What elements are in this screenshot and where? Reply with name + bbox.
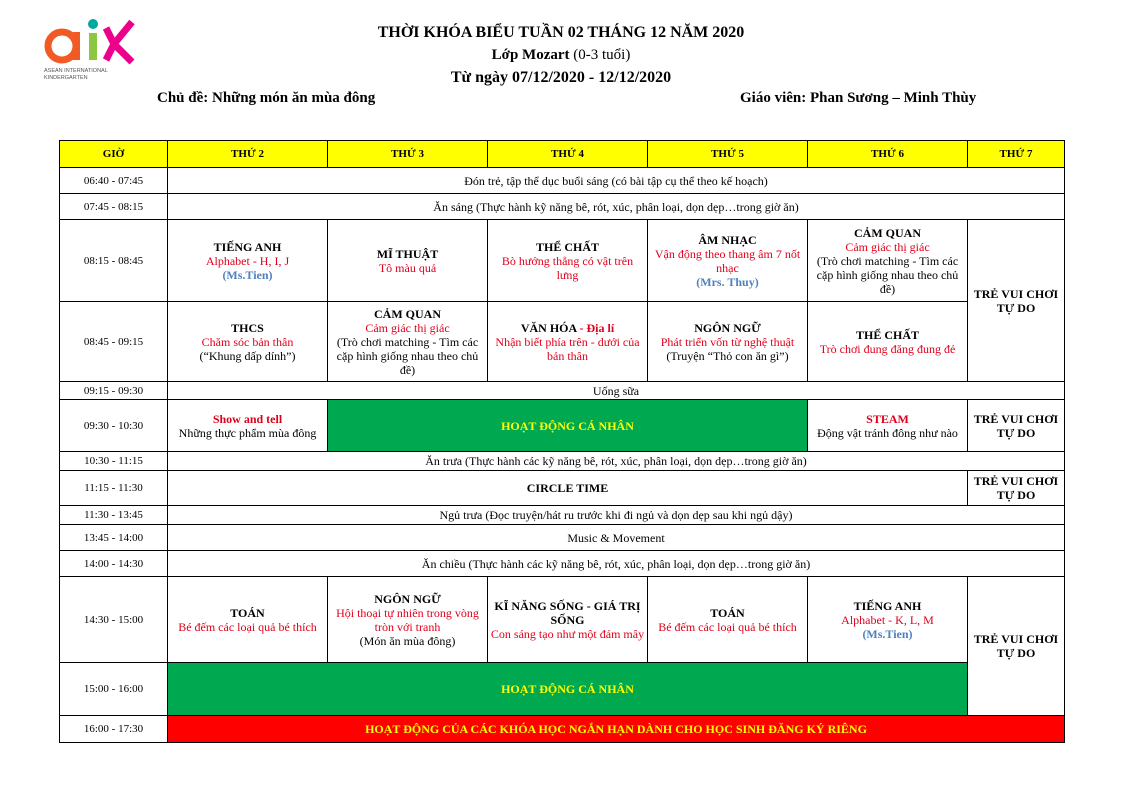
timetable — [59, 140, 1065, 743]
individual-activity-cell: HOẠT ĐỘNG CÁ NHÂN — [168, 663, 968, 716]
header-tue: THỨ 3 — [328, 141, 488, 168]
activity-detail: Nhận biết phía trên - dưới của bản thân — [495, 334, 640, 363]
activity-detail: Phát triển vốn từ nghệ thuật — [660, 334, 795, 349]
class-label — [0, 47, 1122, 64]
activity-cell — [648, 577, 808, 663]
activity-detail: Cảm giác thị giác — [845, 239, 930, 254]
activity-note: (Trò chơi matching - Tìm các cặp hình giống nhau theo chủ đề) — [336, 334, 479, 377]
header-wed: THỨ 4 — [488, 141, 648, 168]
time-cell: 11:30 - 13:45 — [60, 506, 168, 525]
table-row — [60, 471, 1065, 506]
activity-detail: Vận động theo thang âm 7 nốt nhạc — [654, 246, 801, 275]
activity-title: THỂ CHẤT — [535, 239, 599, 254]
time-cell: 07:45 - 08:15 — [60, 194, 168, 220]
free-play-cell: TRẺ VUI CHƠI TỰ DO — [968, 471, 1065, 506]
activity-detail: Chăm sóc bản thân — [201, 334, 294, 349]
activity-title: Show and tell — [212, 411, 283, 426]
activity-note: (Trò chơi matching - Tìm các cặp hình giống nhau theo chủ đề) — [816, 253, 959, 296]
activity-note: (Món ăn mùa đông) — [359, 633, 456, 648]
activity-title: MĨ THUẬT — [376, 246, 439, 261]
activity-cell — [808, 220, 968, 302]
time-cell: 13:45 - 14:00 — [60, 525, 168, 551]
table-row — [60, 194, 1065, 220]
table-row — [60, 220, 1065, 302]
logo-tagline-bottom: KINDERGARTEN — [44, 75, 88, 81]
activity-teacher: (Mrs. Thuy) — [696, 274, 759, 289]
nap-cell: Ngủ trưa (Đọc truyện/hát ru trước khi đi ngủ và dọn dẹp sau khi ngủ dậy) — [168, 506, 1065, 525]
activity-note: Động vật tránh đông như nào — [817, 425, 958, 440]
table-row — [60, 168, 1065, 194]
activity-cell — [168, 400, 328, 452]
time-cell: 14:30 - 15:00 — [60, 577, 168, 663]
activity-cell — [648, 302, 808, 382]
breakfast-cell: Ăn sáng (Thực hành kỹ năng bê, rót, xúc, phân loại, dọn dẹp…trong giờ ăn) — [168, 194, 1065, 220]
time-cell: 06:40 - 07:45 — [60, 168, 168, 194]
activity-detail: Con sáng tạo như một đám mây — [490, 626, 645, 641]
activity-title: TIẾNG ANH — [213, 239, 282, 254]
activity-detail: Alphabet - K, L, M — [841, 612, 934, 627]
activity-detail: Bò hướng thẳng có vật trên lưng — [501, 253, 634, 282]
activity-detail: Bé đếm các loại quả bé thích — [658, 619, 797, 634]
theme-label: Chủ đề: Những món ăn mùa đông — [157, 90, 376, 106]
table-row — [60, 506, 1065, 525]
time-cell: 16:00 - 17:30 — [60, 716, 168, 743]
activity-cell — [488, 220, 648, 302]
time-cell: 08:45 - 09:15 — [60, 302, 168, 382]
activity-cell — [488, 302, 648, 382]
header-thu: THỨ 5 — [648, 141, 808, 168]
activity-title: TOÁN — [230, 605, 265, 620]
lunch-cell: Ăn trưa (Thực hành các kỹ năng bê, rót, xúc, phân loại, dọn dẹp…trong giờ ăn) — [168, 452, 1065, 471]
activity-title: VĂN HÓA — [520, 320, 577, 335]
free-play-cell: TRẺ VUI CHƠI TỰ DO — [968, 577, 1065, 716]
table-row — [60, 452, 1065, 471]
table-row — [60, 663, 1065, 716]
activity-cell — [168, 577, 328, 663]
activity-title: THCS — [231, 320, 264, 335]
class-age: (0-3 tuổi) — [573, 47, 631, 63]
header-fri: THỨ 6 — [808, 141, 968, 168]
time-cell: 09:15 - 09:30 — [60, 382, 168, 400]
page-title: THỜI KHÓA BIỂU TUẦN 02 THÁNG 12 NĂM 2020 — [377, 24, 745, 41]
activity-detail: Hội thoại tự nhiên trong vòng tròn với tranh — [336, 605, 479, 634]
time-cell: 10:30 - 11:15 — [60, 452, 168, 471]
activity-cell — [488, 577, 648, 663]
activity-detail: Bé đếm các loại quả bé thích — [178, 619, 317, 634]
time-cell: 11:15 - 11:30 — [60, 471, 168, 506]
activity-detail: Alphabet - H, I, J — [205, 253, 290, 268]
milk-cell: Uống sữa — [168, 382, 1065, 400]
time-cell: 15:00 - 16:00 — [60, 663, 168, 716]
activity-cell — [328, 302, 488, 382]
music-cell: Music & Movement — [168, 525, 1065, 551]
teacher-label: Giáo viên: Phan Sương – Minh Thùy — [740, 90, 977, 106]
activity-title: ÂM NHẠC — [698, 232, 757, 247]
activity-note: (Truyện “Thỏ con ăn gì”) — [666, 348, 789, 363]
header-mon: THỨ 2 — [168, 141, 328, 168]
activity-detail: Tô màu quả — [378, 260, 437, 275]
activity-cell — [808, 400, 968, 452]
table-row — [60, 400, 1065, 452]
table-row — [60, 551, 1065, 577]
activity-cell — [168, 220, 328, 302]
activity-cell — [648, 220, 808, 302]
activity-teacher: (Ms.Tien) — [862, 626, 913, 641]
table-row — [60, 382, 1065, 400]
class-name: Lớp Mozart — [491, 47, 570, 63]
activity-title: TIẾNG ANH — [853, 598, 922, 613]
table-row — [60, 577, 1065, 663]
time-cell: 08:15 - 08:45 — [60, 220, 168, 302]
table-row — [60, 525, 1065, 551]
activity-note: (“Khung dấp dính”) — [199, 348, 296, 363]
header-time: GIỜ — [60, 141, 168, 168]
activity-title: STEAM — [866, 411, 909, 426]
date-range: Từ ngày 07/12/2020 - 12/12/2020 — [450, 69, 672, 86]
activity-cell — [328, 577, 488, 663]
activity-subtitle: - Địa lí — [576, 320, 615, 335]
activity-cell — [328, 220, 488, 302]
free-play-cell: TRẺ VUI CHƠI TỰ DO — [968, 400, 1065, 452]
activity-teacher: (Ms.Tien) — [222, 267, 273, 282]
header-sat: THỨ 7 — [968, 141, 1065, 168]
activity-detail: Trò chơi đung đăng đung đẻ — [819, 341, 956, 356]
morning-arrival-cell: Đón trẻ, tập thể dục buổi sáng (có bài tập cụ thể theo kế hoạch) — [168, 168, 1065, 194]
activity-title: CẢM QUAN — [854, 225, 921, 240]
activity-cell — [808, 302, 968, 382]
table-row — [60, 716, 1065, 743]
activity-title: THỂ CHẤT — [855, 327, 919, 342]
activity-cell — [168, 302, 328, 382]
afternoon-snack-cell: Ăn chiều (Thực hành các kỹ năng bê, rót, xúc, phân loại, dọn dẹp…trong giờ ăn) — [168, 551, 1065, 577]
header-row — [60, 141, 1065, 168]
activity-title: NGÔN NGỮ — [694, 320, 761, 335]
activity-title: TOÁN — [710, 605, 745, 620]
logo-tagline-top: ASEAN INTERNATIONAL — [44, 68, 108, 74]
individual-activity-cell: HOẠT ĐỘNG CÁ NHÂN — [328, 400, 808, 452]
time-cell: 14:00 - 14:30 — [60, 551, 168, 577]
activity-note: Những thực phẩm mùa đông — [178, 425, 317, 440]
time-cell: 09:30 - 10:30 — [60, 400, 168, 452]
free-play-cell: TRẺ VUI CHƠI TỰ DO — [968, 220, 1065, 382]
activity-title: NGÔN NGỮ — [374, 591, 441, 606]
activity-cell — [808, 577, 968, 663]
activity-detail: Cảm giác thị giác — [365, 320, 450, 335]
table-row — [60, 302, 1065, 382]
circle-time-cell: CIRCLE TIME — [168, 471, 968, 506]
activity-title: KĨ NĂNG SỐNG - GIÁ TRỊ SỐNG — [494, 598, 641, 627]
short-courses-cell: HOẠT ĐỘNG CỦA CÁC KHÓA HỌC NGẮN HẠN DÀNH CHO HỌC SINH ĐĂNG KÝ RIÊNG — [168, 716, 1065, 743]
activity-title: CẢM QUAN — [374, 306, 441, 321]
